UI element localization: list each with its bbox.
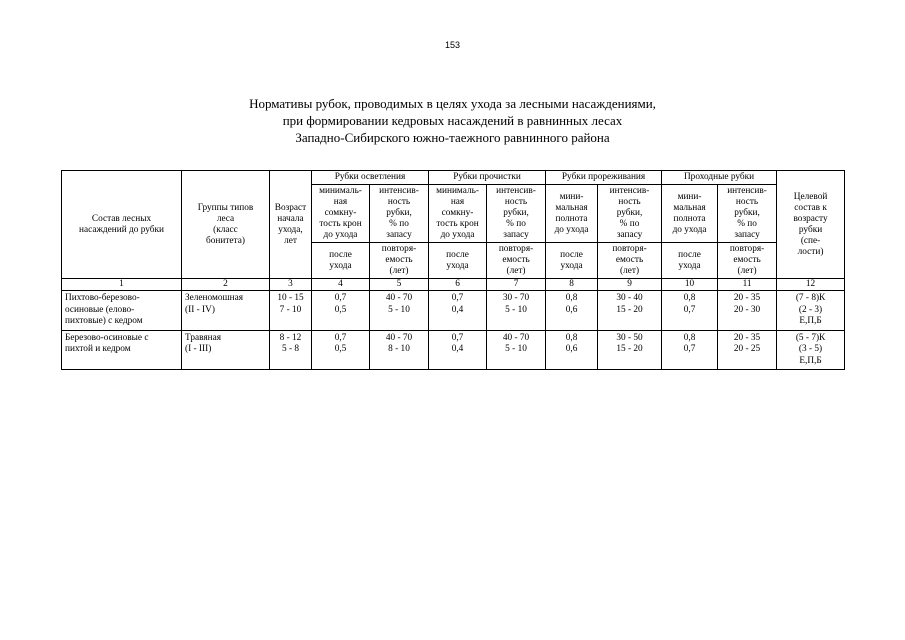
column-number-row [62, 279, 845, 291]
cell-value: 0,7 0,4 [429, 330, 487, 370]
header-after-care: после ухода [312, 243, 370, 279]
header-intensity: интенсив- ность рубки, % по запасу [598, 185, 662, 243]
header-start-age: Возраст начала ухода, лет [270, 171, 312, 279]
column-number: 11 [718, 279, 777, 291]
column-number: 9 [598, 279, 662, 291]
cell-target: (7 - 8)К (2 - 3) Е,П,Б [777, 291, 845, 331]
column-number: 5 [370, 279, 429, 291]
cell-value: 0,8 0,6 [546, 330, 598, 370]
column-number: 6 [429, 279, 487, 291]
cell-value: 0,7 0,5 [312, 330, 370, 370]
header-intensity: интенсив- ность рубки, % по запасу [487, 185, 546, 243]
cell-value: 30 - 50 15 - 20 [598, 330, 662, 370]
column-number: 4 [312, 279, 370, 291]
cell-age: 8 - 12 5 - 8 [270, 330, 312, 370]
header-min-density: минималь- ная сомкну- тость крон до ухода [429, 185, 487, 243]
header-intensity: интенсив- ность рубки, % по запасу [370, 185, 429, 243]
header-group-passage: Проходные рубки [662, 171, 777, 185]
cell-value: 0,8 0,7 [662, 330, 718, 370]
header-row-groups [62, 171, 845, 185]
column-number: 3 [270, 279, 312, 291]
cell-value: 40 - 70 5 - 10 [487, 330, 546, 370]
header-repeat: повторя- емость (лет) [370, 243, 429, 279]
column-number: 1 [62, 279, 182, 291]
cell-target: (5 - 7)К (3 - 5) Е,П,Б [777, 330, 845, 370]
header-repeat: повторя- емость (лет) [487, 243, 546, 279]
page-number: 153 [444, 40, 461, 50]
header-repeat: повторя- емость (лет) [718, 243, 777, 279]
header-min-fullness: мини- мальная полнота до ухода [662, 185, 718, 243]
cell-age: 10 - 15 7 - 10 [270, 291, 312, 331]
cell-forest-group: Зеленомошная (II - IV) [182, 291, 270, 331]
cell-value: 30 - 70 5 - 10 [487, 291, 546, 331]
cell-value: 0,8 0,6 [546, 291, 598, 331]
title-line: Нормативы рубок, проводимых в целях ухода за лесными насаждениями, [249, 96, 656, 111]
header-target-composition: Целевой состав к возрасту рубки (спе- лости) [777, 171, 845, 279]
cell-value: 0,7 0,5 [312, 291, 370, 331]
table-row [62, 291, 845, 331]
header-min-density: минималь- ная сомкну- тость крон до ухода [312, 185, 370, 243]
cell-value: 0,8 0,7 [662, 291, 718, 331]
header-min-fullness: мини- мальная полнота до ухода [546, 185, 598, 243]
cell-composition: Березово-осиновые с пихтой и кедром [62, 330, 182, 370]
title-line: при формировании кедровых насаждений в равнинных лесах [282, 113, 623, 128]
header-intensity: интенсив- ность рубки, % по запасу [718, 185, 777, 243]
column-number: 2 [182, 279, 270, 291]
header-repeat: повторя- емость (лет) [598, 243, 662, 279]
header-after-care: после ухода [546, 243, 598, 279]
header-forest-groups: Группы типов леса (класс бонитета) [182, 171, 270, 279]
header-composition: Состав лесных насаждений до рубки [62, 171, 182, 279]
column-number: 8 [546, 279, 598, 291]
header-group-cleaning: Рубки прочистки [429, 171, 546, 185]
cell-value: 0,7 0,4 [429, 291, 487, 331]
header-after-care: после ухода [662, 243, 718, 279]
cell-composition: Пихтово-березово- осиновые (елово- пихтовые) с кедром [62, 291, 182, 331]
title-line: Западно-Сибирского южно-таежного равнинного района [295, 130, 610, 145]
column-number: 10 [662, 279, 718, 291]
header-group-thinning: Рубки прореживания [546, 171, 662, 185]
column-number: 7 [487, 279, 546, 291]
cell-value: 20 - 35 20 - 30 [718, 291, 777, 331]
column-number: 12 [777, 279, 845, 291]
cell-value: 20 - 35 20 - 25 [718, 330, 777, 370]
header-after-care: после ухода [429, 243, 487, 279]
cell-value: 40 - 70 5 - 10 [370, 291, 429, 331]
table-row [62, 330, 845, 370]
table-title [0, 95, 905, 146]
cell-value: 40 - 70 8 - 10 [370, 330, 429, 370]
cell-value: 30 - 40 15 - 20 [598, 291, 662, 331]
header-group-clearing: Рубки осветления [312, 171, 429, 185]
norms-table [61, 170, 845, 370]
cell-forest-group: Травяная (I - III) [182, 330, 270, 370]
